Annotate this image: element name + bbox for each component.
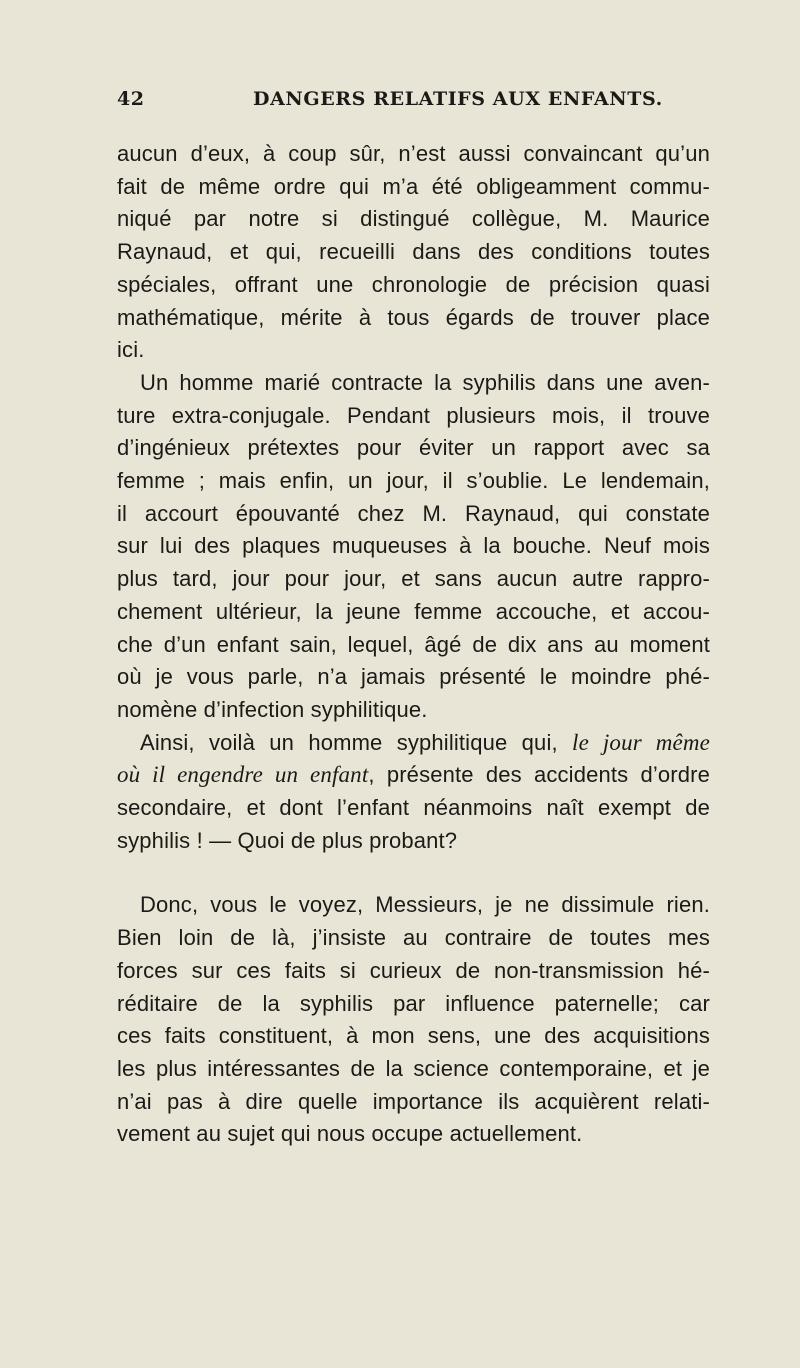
- text-line: Donc, vous le voyez, Messieurs, je ne dissimule rien.: [140, 892, 710, 918]
- italic-phrase: où il engendre un enfant: [117, 762, 369, 788]
- text-line: mathématique, mérite à tous égards de trouver place: [117, 304, 710, 330]
- text-line: chement ultérieur, la jeune femme accouche, et accou-: [117, 598, 710, 624]
- paragraph-3: [117, 727, 710, 858]
- text-segment: Ainsi, voilà un homme syphilitique qui,: [140, 729, 558, 755]
- text-line: ture extra-conjugale. Pendant plusieurs mois, il trouve: [117, 402, 710, 428]
- text-segment: , présente des accidents d’ordre: [368, 762, 710, 788]
- paragraph-2: [117, 367, 710, 727]
- text-line: où je vous parle, n’a jamais présenté le moindre phé-: [117, 664, 710, 690]
- text-line: vement au sujet qui nous occupe actuellement.: [117, 1121, 583, 1147]
- text-line: il accourt épouvanté chez M. Raynaud, qui constate: [117, 500, 710, 526]
- body-text: [117, 138, 710, 1151]
- text-line: forces sur ces faits si curieux de non-transmission hé-: [117, 957, 710, 983]
- text-line: nomène d’infection syphilitique.: [117, 696, 428, 722]
- text-line: d’ingénieux prétextes pour éviter un rapport avec sa: [117, 435, 710, 461]
- text-line: réditaire de la syphilis par influence paternelle; car: [117, 990, 710, 1016]
- text-line: ces faits constituent, à mon sens, une des acquisitions: [117, 1023, 710, 1049]
- running-head: DANGERS RELATIFS AUX ENFANTS.: [253, 88, 663, 110]
- text-line: ici.: [117, 337, 145, 363]
- paragraph-1: [117, 138, 710, 367]
- text-line: secondaire, et dont l’enfant néanmoins naît exempt de: [117, 795, 710, 821]
- text-line: n’ai pas à dire quelle importance ils acquièrent relati-: [117, 1088, 710, 1114]
- text-line: femme ; mais enfin, un jour, il s’oublie. Le lendemain,: [117, 468, 710, 494]
- text-line: syphilis ! — Quoi de plus probant?: [117, 827, 458, 853]
- paragraph-4: [117, 889, 710, 1151]
- text-line: Un homme marié contracte la syphilis dans une aven-: [140, 369, 710, 395]
- text-line: plus tard, jour pour jour, et sans aucun autre rappro-: [117, 566, 710, 592]
- italic-phrase: le jour même: [572, 729, 710, 755]
- page-header: [117, 86, 710, 116]
- text-line: [117, 759, 710, 792]
- text-line: Bien loin de là, j’insiste au contraire de toutes mes: [117, 925, 710, 951]
- text-line: Raynaud, et qui, recueilli dans des conditions toutes: [117, 239, 710, 265]
- text-line: aucun d’eux, à coup sûr, n’est aussi convaincant qu’un: [117, 141, 710, 166]
- text-line: les plus intéressantes de la science contemporaine, et je: [117, 1055, 710, 1081]
- text-line: [117, 727, 710, 760]
- text-line: che d’un enfant sain, lequel, âgé de dix ans au moment: [117, 631, 710, 657]
- page-number: 42: [117, 88, 145, 110]
- text-line: sur lui des plaques muqueuses à la bouche. Neuf mois: [117, 533, 710, 559]
- text-line: fait de même ordre qui m’a été obligeamment commu-: [117, 173, 710, 199]
- text-line: spéciales, offrant une chronologie de précision quasi: [117, 271, 710, 297]
- text-line: niqué par notre si distingué collègue, M. Maurice: [117, 206, 710, 232]
